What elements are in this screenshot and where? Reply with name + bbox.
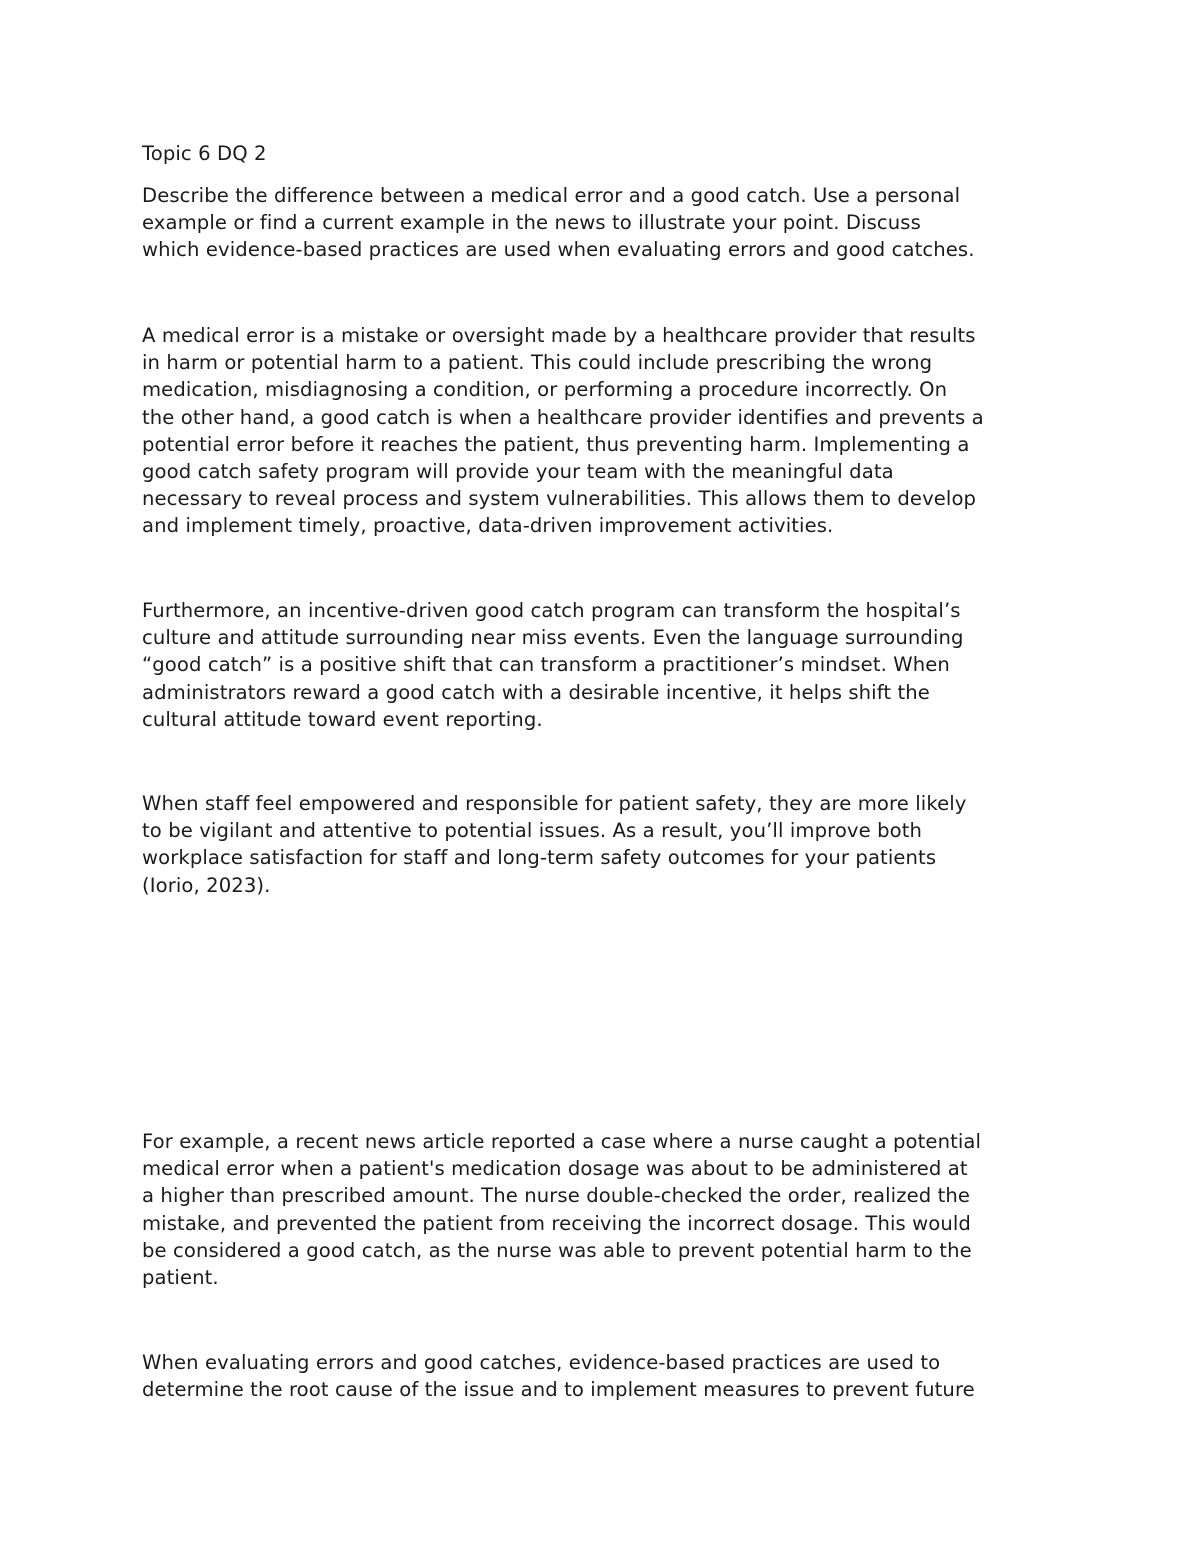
paragraph-line: medical error when a patient's medication dosage was about to be administered at — [142, 1157, 968, 1181]
paragraph-incentive-program — [142, 597, 1072, 733]
paragraph-line: the other hand, a good catch is when a healthcare provider identifies and prevents a — [142, 405, 984, 429]
paragraph-line: A medical error is a mistake or oversight made by a healthcare provider that results — [142, 324, 976, 347]
paragraph-line: (Iorio, 2023). — [142, 873, 271, 897]
paragraph-line: “good catch” is a positive shift that can transform a practitioner’s mindset. When — [142, 653, 950, 677]
paragraph-line: and implement timely, proactive, data-driven improvement activities. — [142, 514, 834, 538]
paragraph-medical-error — [142, 322, 1072, 540]
paragraph-line: mistake, and prevented the patient from receiving the incorrect dosage. This would — [142, 1211, 971, 1235]
paragraph-line: potential error before it reaches the patient, thus preventing harm. Implementing a — [142, 432, 970, 456]
paragraph-line: medication, misdiagnosing a condition, or performing a procedure incorrectly. On — [142, 378, 948, 402]
paragraph-line: necessary to reveal process and system vulnerabilities. This allows them to develop — [142, 487, 977, 511]
paragraph-news-example — [142, 1128, 1072, 1291]
prompt-paragraph — [142, 182, 1072, 264]
title-line: Topic 6 DQ 2 — [142, 142, 267, 165]
paragraph-staff-empowerment — [142, 790, 1072, 899]
paragraph-line: a higher than prescribed amount. The nurse double-checked the order, realized the — [142, 1184, 971, 1208]
prompt-line: Describe the difference between a medical error and a good catch. Use a personal — [142, 184, 961, 207]
document-title — [142, 140, 1072, 167]
paragraph-line: culture and attitude surrounding near miss events. Even the language surrounding — [142, 626, 964, 650]
paragraph-line: When evaluating errors and good catches, evidence-based practices are used to — [142, 1351, 941, 1374]
paragraph-line: determine the root cause of the issue and to implement measures to prevent future — [142, 1378, 975, 1402]
paragraph-line: be considered a good catch, as the nurse was able to prevent potential harm to the — [142, 1238, 972, 1262]
paragraph-line: Furthermore, an incentive-driven good catch program can transform the hospital’s — [142, 599, 961, 622]
paragraph-line: workplace satisfaction for staff and long-term safety outcomes for your patients — [142, 846, 937, 870]
paragraph-line: to be vigilant and attentive to potential issues. As a result, you’ll improve both — [142, 819, 923, 843]
paragraph-line: cultural attitude toward event reporting. — [142, 707, 543, 731]
paragraph-evidence-practices — [142, 1349, 1072, 1403]
prompt-line: which evidence-based practices are used when evaluating errors and good catches. — [142, 238, 975, 262]
prompt-line: example or find a current example in the news to illustrate your point. Discuss — [142, 211, 921, 235]
paragraph-line: When staff feel empowered and responsible for patient safety, they are more likely — [142, 792, 967, 815]
paragraph-line: For example, a recent news article reported a case where a nurse caught a potential — [142, 1130, 982, 1153]
paragraph-line: good catch safety program will provide your team with the meaningful data — [142, 460, 894, 484]
paragraph-line: administrators reward a good catch with a desirable incentive, it helps shift the — [142, 680, 930, 704]
paragraph-line: in harm or potential harm to a patient. This could include prescribing the wrong — [142, 351, 933, 375]
paragraph-line: patient. — [142, 1266, 219, 1290]
